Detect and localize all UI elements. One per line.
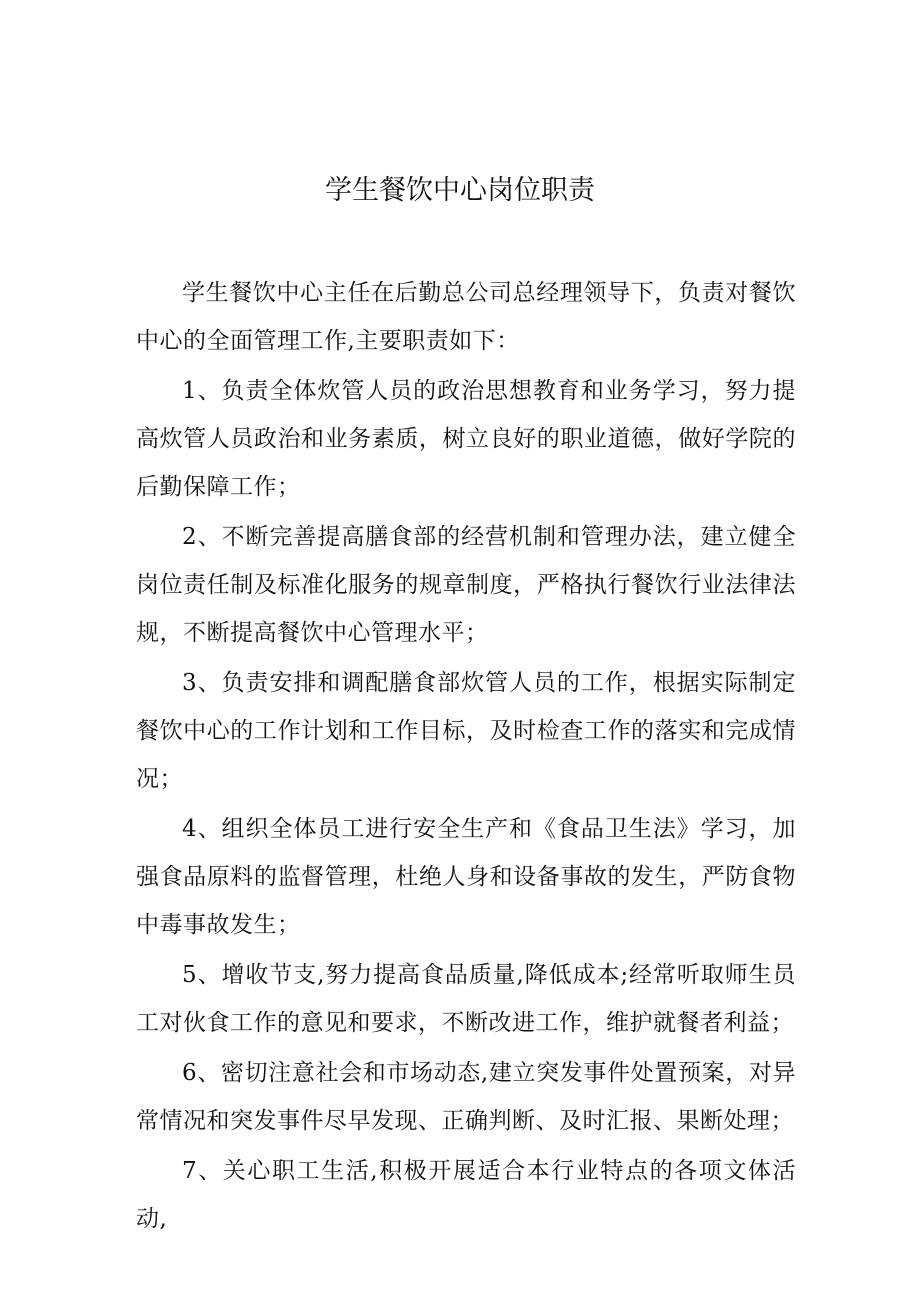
paragraph-duty-4: 4、组织全体员工进行安全生产和《食品卫生法》学习，加强食品原料的监督管理，杜绝人身和设备事故的发生，严防食物中毒事故发生； — [136, 816, 796, 938]
paragraph-duty-1: 1、负责全体炊管人员的政治思想教育和业务学习，努力提高炊管人员政治和业务素质，树立良好的职业道德，做好学院的后勤保障工作； — [136, 378, 796, 500]
paragraph-duty-6: 6、密切注意社会和市场动态,建立突发事件处置预案，对异常情况和突发事件尽早发现、正确判断、及时汇报、果断处理； — [136, 1060, 796, 1134]
paragraph-duty-3: 3、负责安排和调配膳食部炊管人员的工作，根据实际制定餐饮中心的工作计划和工作目标，及时检查工作的落实和完成情况； — [136, 670, 796, 792]
paragraph-intro: 学生餐饮中心主任在后勤总公司总经理领导下，负责对餐饮中心的全面管理工作,主要职责如下： — [136, 280, 796, 354]
document-title: 学生餐饮中心岗位职责 — [325, 175, 595, 206]
paragraph-duty-7: 7、关心职工生活,积极开展适合本行业特点的各项文体活动, — [136, 1158, 796, 1232]
paragraph-duty-5: 5、增收节支,努力提高食品质量,降低成本;经常听取师生员工对伙食工作的意见和要求，不断改进工作，维护就餐者利益； — [136, 962, 796, 1036]
document-body — [136, 269, 796, 1243]
paragraph-duty-2: 2、不断完善提高膳食部的经营机制和管理办法，建立健全岗位责任制及标准化服务的规章制度，严格执行餐饮行业法律法规，不断提高餐饮中心管理水平； — [136, 524, 796, 646]
